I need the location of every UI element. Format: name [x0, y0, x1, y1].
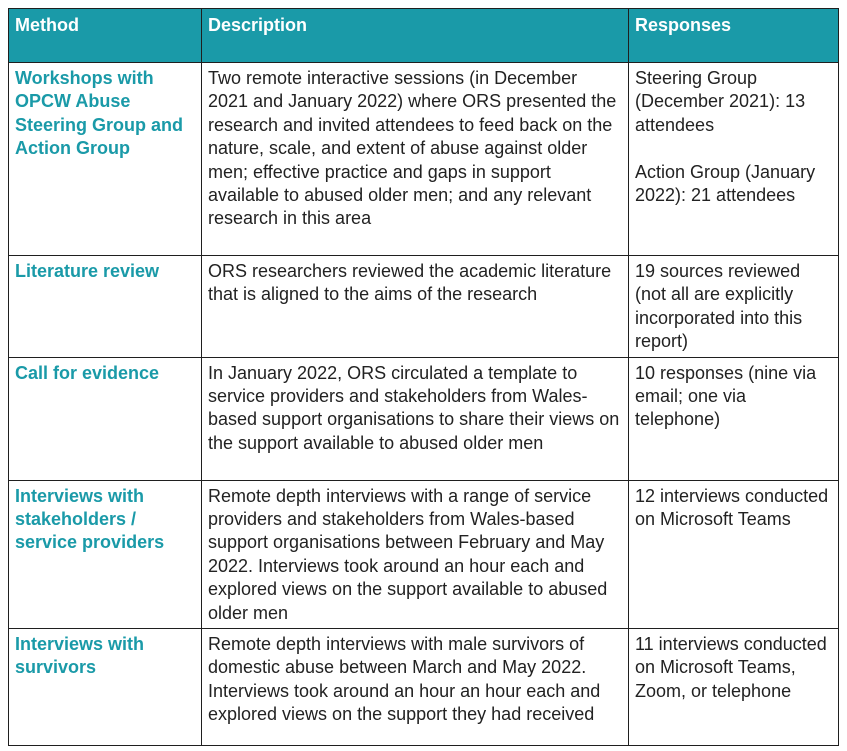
description-cell: In January 2022, ORS circulated a template to service providers and stakeholders from Wales-based support organisations to share their views on the support available to abused older men	[202, 357, 629, 480]
description-cell: Two remote interactive sessions (in December 2021 and January 2022) where ORS presented the research and invited attendees to feed back on the nature, scale, and extent of abuse against older men; effective practice and gaps in support available to abused older men; and any relevant research in this area	[202, 63, 629, 256]
responses-cell	[629, 256, 839, 358]
response-text: 10 responses (nine via email; one via telephone)	[635, 362, 817, 430]
response-text: 11 interviews conducted on Microsoft Teams, Zoom, or telephone	[635, 634, 827, 701]
response-text: 19 sources reviewed (not all are explicitly incorporated into this report)	[635, 261, 803, 352]
responses-cell	[629, 480, 839, 628]
method-cell: Call for evidence	[9, 357, 202, 480]
header-row	[9, 9, 839, 63]
description-cell: ORS researchers reviewed the academic literature that is aligned to the aims of the research	[202, 256, 629, 358]
response-text: Action Group (January 2022): 21 attendees	[635, 161, 816, 206]
responses-cell	[629, 63, 839, 256]
header-method: Method	[9, 9, 202, 63]
response-text: 12 interviews conducted on Microsoft Teams	[635, 485, 829, 530]
header-responses: Responses	[629, 9, 839, 63]
methods-table	[8, 8, 839, 746]
table-row	[9, 63, 839, 256]
description-cell: Remote depth interviews with male survivors of domestic abuse between March and May 2022. Interviews took around an hour an hour each and explored views on the support they had received	[202, 629, 629, 746]
responses-cell	[629, 629, 839, 746]
response-text: Steering Group (December 2021): 13 attendees	[635, 68, 806, 135]
method-cell: Interviews with survivors	[9, 629, 202, 746]
table-row	[9, 256, 839, 358]
responses-cell	[629, 357, 839, 480]
method-cell: Literature review	[9, 256, 202, 358]
table-row	[9, 480, 839, 628]
description-cell: Remote depth interviews with a range of service providers and stakeholders from Wales-based support organisations between February and May 2022. Interviews took around an hour each and explored views on the support available to abused older men	[202, 480, 629, 628]
table-row	[9, 629, 839, 746]
method-cell: Workshops with OPCW Abuse Steering Group and Action Group	[9, 63, 202, 256]
method-cell: Interviews with stakeholders / service providers	[9, 480, 202, 628]
header-description: Description	[202, 9, 629, 63]
table-row	[9, 357, 839, 480]
